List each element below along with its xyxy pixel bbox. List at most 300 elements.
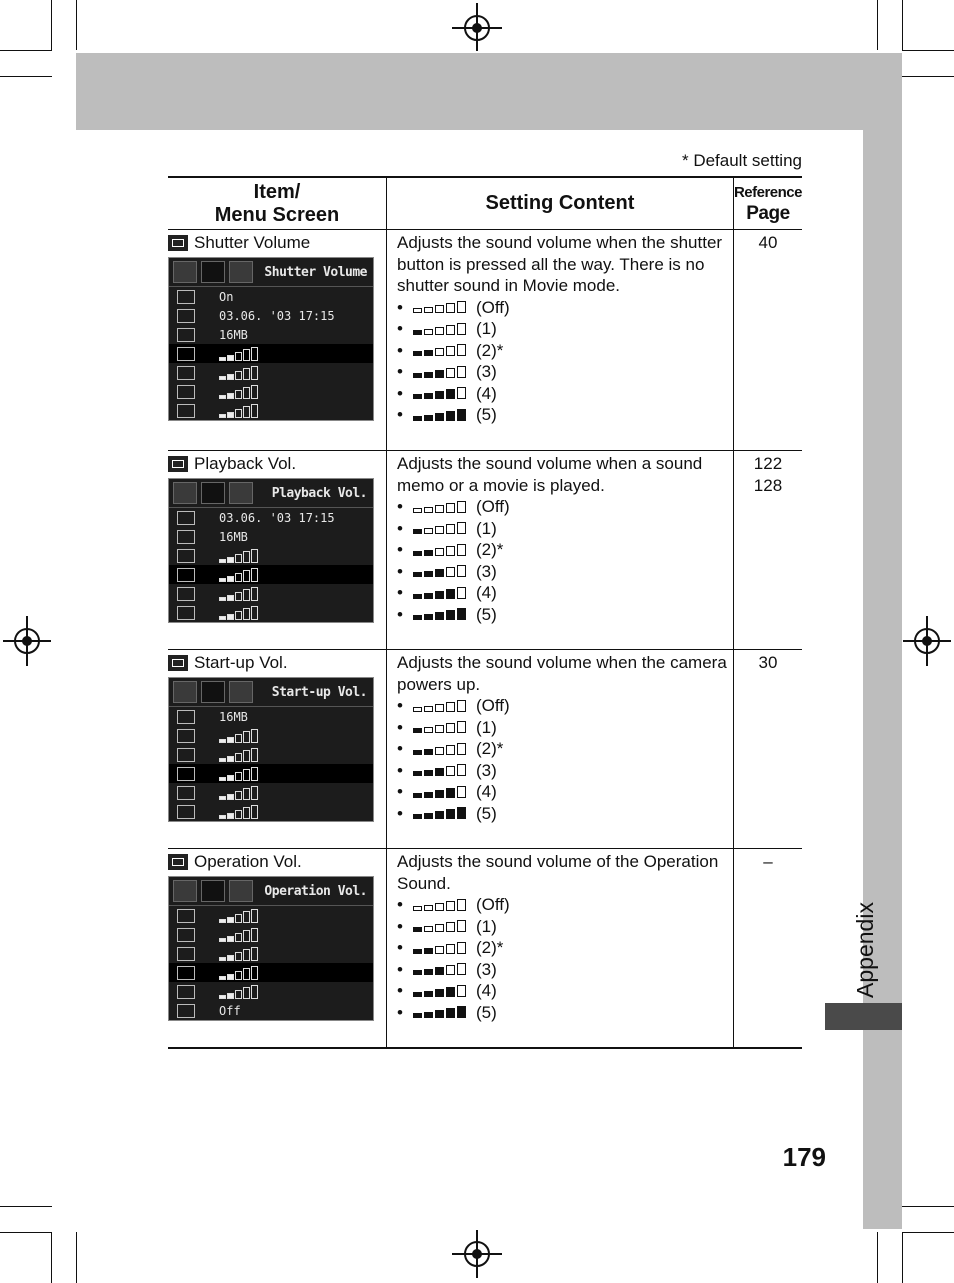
crop-mark [76, 0, 77, 50]
volume-bar [413, 529, 422, 534]
item-title-text: Shutter Volume [194, 233, 311, 252]
setting-description: Adjusts the sound volume when a sound memo or a movie is played. [396, 454, 703, 495]
volume-option-label: (5) [475, 1002, 497, 1022]
volume-meter-bar [235, 352, 242, 361]
volume-option [397, 980, 727, 1002]
volume-bar [446, 788, 455, 798]
volume-meter-bar [219, 976, 226, 980]
volume-level-icon [413, 501, 466, 513]
volume-bar [435, 569, 444, 577]
header-item-line1: Item/ [253, 180, 301, 203]
crop-mark [51, 0, 52, 50]
volume-bar [435, 391, 444, 399]
volume-meter-icon [219, 928, 258, 942]
volume-bar [424, 792, 433, 798]
volume-meter-bar [235, 933, 242, 942]
volume-option [397, 803, 727, 825]
volume-level-icon [413, 743, 466, 755]
volume-bar [424, 749, 433, 755]
volume-meter-bar [251, 549, 258, 563]
reference-cell [733, 230, 802, 451]
volume-bar [424, 969, 433, 975]
volume-meter-icon [219, 568, 258, 582]
volume-bar [424, 372, 433, 378]
volume-option [397, 539, 727, 561]
volume-level-icon [413, 344, 466, 356]
volume-bar [457, 920, 466, 932]
menu-item-icon [177, 309, 195, 323]
menu-item-icon [177, 511, 195, 525]
crop-mark [902, 1232, 954, 1233]
volume-option [397, 894, 727, 916]
menu-item-icon [177, 928, 195, 942]
menu-item-icon [177, 549, 195, 563]
volume-meter-bar [235, 592, 242, 601]
volume-meter-bar [219, 597, 226, 601]
bullet-dot: • [396, 739, 403, 758]
camera-menu-header [169, 678, 373, 707]
volume-option-label: (4) [475, 383, 497, 403]
volume-meter-bar [251, 966, 258, 980]
camera-menu-title: Playback Vol. [271, 485, 367, 501]
crop-mark [902, 76, 954, 77]
camera-menu-row [169, 584, 373, 603]
volume-bar [457, 963, 466, 975]
volume-meter-bar [251, 568, 258, 582]
volume-bar [457, 344, 466, 356]
volume-bar [413, 750, 422, 755]
bullet-dot: • [396, 561, 403, 581]
volume-meter-bar [243, 589, 250, 601]
volume-meter-bar [243, 968, 250, 980]
volume-option-label: (2)* [475, 340, 504, 360]
volume-option [397, 738, 727, 760]
volume-meter-bar [227, 393, 234, 399]
volume-meter-bar [243, 406, 250, 418]
volume-bar [435, 704, 444, 712]
camera-menu-row [169, 982, 373, 1001]
volume-bar [413, 814, 422, 819]
volume-option [397, 496, 727, 518]
menu-item-icon [177, 729, 195, 743]
camera-menu-value: 16MB [219, 327, 248, 342]
camera-menu-screen [168, 876, 374, 1021]
volume-meter-bar [227, 813, 234, 819]
speaker-icon [168, 854, 188, 870]
volume-bar [457, 743, 466, 755]
volume-level-icon [413, 807, 466, 819]
volume-meter-bar [219, 395, 226, 399]
volume-meter-icon [219, 404, 258, 418]
mycamera-tab-icon [229, 482, 253, 504]
volume-bar [457, 301, 466, 313]
volume-meter-bar [235, 791, 242, 800]
volume-meter-bar [243, 349, 250, 361]
menu-item-icon [177, 786, 195, 800]
volume-bar [435, 989, 444, 997]
camera-menu-title: Shutter Volume [264, 264, 367, 280]
setting-cell [386, 230, 733, 451]
volume-meter-bar [243, 949, 250, 961]
volume-meter-bar [227, 775, 234, 781]
volume-option-label: (2)* [475, 540, 504, 559]
volume-bar [413, 1013, 422, 1018]
crop-mark [0, 50, 52, 51]
volume-bar [446, 766, 455, 776]
volume-meter-bar [227, 576, 234, 582]
camera-menu-value: Off [219, 1003, 241, 1018]
volume-level-icon [413, 409, 466, 421]
volume-meter-icon [219, 805, 258, 819]
volume-bar [413, 728, 422, 733]
volume-bar [413, 927, 422, 932]
volume-meter-bar [243, 788, 250, 800]
camera-menu-row [169, 603, 373, 622]
volume-bar [446, 610, 455, 620]
header-ref-line1: Reference [733, 184, 802, 201]
volume-bar [446, 809, 455, 819]
volume-bar [446, 723, 455, 733]
volume-meter-bar [235, 371, 242, 380]
volume-bar [457, 1006, 466, 1018]
volume-bar [413, 992, 422, 997]
volume-meter-icon [219, 748, 258, 762]
camera-menu-header [169, 479, 373, 508]
volume-meter-bar [235, 554, 242, 563]
table-header-row [168, 177, 802, 230]
bullet-dot: • [396, 497, 403, 516]
volume-meter-bar [251, 729, 258, 743]
volume-meter-bar [243, 608, 250, 620]
volume-level-icon [413, 963, 466, 975]
volume-meter-bar [235, 734, 242, 743]
volume-bar [413, 508, 422, 513]
menu-item-icon [177, 530, 195, 544]
item-title [168, 650, 386, 674]
volume-bar [424, 350, 433, 356]
volume-level-icon [413, 301, 466, 313]
volume-meter-bar [243, 731, 250, 743]
volume-bar [457, 565, 466, 577]
volume-bar [435, 924, 444, 932]
header-setting: Setting Content [386, 177, 733, 230]
setting-content [387, 230, 733, 426]
camera-menu-screen [168, 478, 374, 623]
camera-menu-row [169, 906, 373, 925]
volume-meter-bar [219, 559, 226, 563]
camera-menu-value: 03.06. '03 17:15 [219, 308, 335, 323]
speaker-icon [168, 235, 188, 251]
volume-meter-bar [251, 928, 258, 942]
bullet-dot: • [396, 717, 403, 737]
setting-cell [386, 650, 733, 849]
volume-meter-bar [243, 368, 250, 380]
camera-menu-row [169, 565, 373, 584]
volume-bar [424, 307, 433, 313]
volume-option [397, 318, 727, 340]
bullet-dot: • [396, 297, 403, 317]
mycamera-tab-icon [229, 261, 253, 283]
volume-meter-bar [219, 739, 226, 743]
volume-meter-bar [235, 971, 242, 980]
volume-option-label: (4) [475, 981, 497, 1000]
volume-meter-bar [227, 557, 234, 563]
volume-meter-bar [251, 805, 258, 819]
volume-bar [435, 591, 444, 599]
volume-option-label: (5) [475, 604, 497, 624]
volume-meter-bar [243, 551, 250, 563]
volume-bar [424, 329, 433, 335]
volume-option-label: (Off) [475, 696, 510, 715]
camera-menu-value: 03.06. '03 17:15 [219, 510, 335, 525]
reference-page: 40 [758, 233, 778, 252]
volume-meter-bar [227, 955, 234, 961]
volume-option-label: (4) [475, 583, 497, 602]
volume-meter-bar [219, 938, 226, 942]
volume-bar [435, 348, 444, 356]
bullet-dot: • [396, 583, 403, 602]
crop-mark [877, 1232, 878, 1283]
volume-bar [446, 546, 455, 556]
item-cell [168, 650, 386, 849]
volume-option-label: (2)* [475, 739, 504, 758]
volume-bar [457, 942, 466, 954]
volume-meter-bar [227, 936, 234, 942]
crop-mark [902, 0, 903, 50]
volume-option [397, 297, 727, 319]
reference-page: 122 [753, 454, 783, 473]
volume-meter-icon [219, 729, 258, 743]
crop-mark [902, 50, 954, 51]
camera-tab-icon [173, 261, 197, 283]
setup-tab-icon [201, 880, 225, 902]
camera-menu-row [169, 764, 373, 783]
volume-meter-bar [219, 919, 226, 923]
volume-option-label: (3) [475, 959, 497, 979]
crop-mark [51, 1232, 52, 1283]
table-row [168, 650, 802, 849]
volume-option [397, 1002, 727, 1024]
volume-bar [446, 901, 455, 911]
volume-bar [424, 905, 433, 911]
volume-level-icon [413, 942, 466, 954]
setup-tab-icon [201, 482, 225, 504]
volume-bar [413, 394, 422, 399]
volume-bar [435, 790, 444, 798]
speaker-icon [168, 655, 188, 671]
volume-option [397, 959, 727, 981]
item-title [168, 849, 386, 873]
volume-meter-bar [235, 990, 242, 999]
volume-bar [413, 970, 422, 975]
bullet-dot: • [396, 803, 403, 823]
volume-bar [424, 550, 433, 556]
camera-menu-value: 16MB [219, 529, 248, 544]
volume-meter-bar [251, 748, 258, 762]
volume-bar [446, 589, 455, 599]
volume-meter-bar [219, 376, 226, 380]
volume-meter-icon [219, 587, 258, 601]
bullet-dot: • [396, 1002, 403, 1022]
header-item [168, 177, 386, 230]
volume-meter-bar [219, 995, 226, 999]
camera-menu-header [169, 258, 373, 287]
volume-meter-bar [251, 404, 258, 418]
volume-bar [424, 1012, 433, 1018]
volume-meter-bar [235, 611, 242, 620]
bullet-dot: • [396, 916, 403, 936]
menu-item-icon [177, 366, 195, 380]
volume-option [397, 561, 727, 583]
camera-menu-row [169, 527, 373, 546]
volume-meter-icon [219, 385, 258, 399]
volume-level-icon [413, 608, 466, 620]
volume-bar [424, 948, 433, 954]
setting-cell [386, 451, 733, 650]
volume-bar [435, 1010, 444, 1018]
volume-option-label: (3) [475, 362, 497, 381]
header-item-line2: Menu Screen [214, 203, 340, 226]
volume-option [397, 781, 727, 803]
volume-meter-bar [235, 952, 242, 961]
volume-bar [446, 303, 455, 313]
camera-menu-row [169, 306, 373, 325]
volume-meter-icon [219, 985, 258, 999]
volume-bar [435, 413, 444, 421]
menu-item-icon [177, 710, 195, 724]
default-setting-note: * Default setting [681, 151, 802, 170]
bullet-dot: • [396, 540, 403, 559]
volume-meter-icon [219, 606, 258, 620]
camera-menu-row [169, 546, 373, 565]
volume-level-icon [413, 700, 466, 712]
setup-tab-icon [201, 261, 225, 283]
volume-bar [446, 389, 455, 399]
volume-bar [446, 411, 455, 421]
bullet-dot: • [396, 782, 403, 801]
bullet-dot: • [396, 340, 403, 360]
reference-page: 30 [758, 653, 778, 672]
volume-bar [457, 544, 466, 556]
volume-meter-bar [227, 794, 234, 800]
camera-menu-row [169, 344, 373, 363]
volume-level-icon [413, 764, 466, 776]
reference-page: – [763, 852, 773, 871]
camera-menu-row [169, 783, 373, 802]
camera-menu-row [169, 944, 373, 963]
volume-option [397, 916, 727, 938]
side-band [863, 130, 902, 1229]
volume-meter-bar [227, 993, 234, 999]
crop-mark [0, 76, 52, 77]
volume-bar [446, 567, 455, 577]
volume-meter-icon [219, 966, 258, 980]
volume-bar [457, 899, 466, 911]
camera-menu-title: Start-up Vol. [271, 684, 367, 700]
volume-level-icon [413, 544, 466, 556]
camera-menu-value: On [219, 289, 234, 304]
registration-line [476, 1230, 478, 1278]
setting-content [387, 650, 733, 824]
camera-tab-icon [173, 880, 197, 902]
crop-mark [902, 1206, 954, 1207]
volume-meter-bar [219, 357, 226, 361]
volume-meter-bar [235, 772, 242, 781]
item-title-text: Operation Vol. [194, 852, 302, 871]
volume-meter-bar [251, 587, 258, 601]
item-cell [168, 230, 386, 451]
volume-bar [457, 608, 466, 620]
setting-description: Adjusts the sound volume when the shutter button is pressed all the way. There is no shutter sound in Movie mode. [396, 233, 723, 295]
menu-item-icon [177, 985, 195, 999]
volume-level-icon [413, 565, 466, 577]
reference-cell [733, 650, 802, 849]
camera-menu-row [169, 363, 373, 382]
volume-meter-icon [219, 549, 258, 563]
volume-option-label: (3) [475, 561, 497, 581]
volume-option [397, 340, 727, 362]
volume-bar [457, 522, 466, 534]
volume-bar [424, 991, 433, 997]
appendix-label: Appendix [852, 902, 878, 998]
volume-bar [457, 501, 466, 513]
volume-bar [446, 368, 455, 378]
volume-option-label: (3) [475, 760, 497, 780]
volume-bar [435, 725, 444, 733]
header-band [76, 53, 902, 130]
volume-meter-bar [227, 374, 234, 380]
volume-bar [413, 594, 422, 599]
volume-meter-bar [235, 573, 242, 582]
volume-bar [457, 764, 466, 776]
camera-menu-value: 16MB [219, 709, 248, 724]
volume-bar [457, 366, 466, 378]
volume-bar [424, 507, 433, 513]
menu-item-icon [177, 290, 195, 304]
volume-bar [424, 813, 433, 819]
volume-meter-icon [219, 947, 258, 961]
volume-level-icon [413, 786, 466, 798]
volume-meter-bar [251, 347, 258, 361]
volume-meter-icon [219, 366, 258, 380]
volume-bar [413, 906, 422, 911]
volume-bar [457, 807, 466, 819]
setting-content [387, 849, 733, 1023]
volume-option-label: (5) [475, 405, 497, 424]
table-row [168, 849, 802, 1048]
volume-bar [446, 965, 455, 975]
volume-meter-bar [243, 769, 250, 781]
volume-bar [413, 308, 422, 313]
item-title-text: Playback Vol. [194, 454, 297, 473]
camera-menu-row [169, 287, 373, 306]
speaker-icon [168, 456, 188, 472]
volume-bar [435, 548, 444, 556]
menu-item-icon [177, 966, 195, 980]
camera-menu-row [169, 1001, 373, 1020]
menu-item-icon [177, 767, 195, 781]
volume-option [397, 937, 727, 959]
volume-bar [424, 727, 433, 733]
volume-bar [457, 323, 466, 335]
setup-tab-icon [201, 681, 225, 703]
volume-meter-bar [219, 414, 226, 418]
camera-menu-screen [168, 257, 374, 421]
volume-level-icon [413, 323, 466, 335]
menu-item-icon [177, 805, 195, 819]
volume-meter-bar [251, 606, 258, 620]
volume-bar [413, 330, 422, 335]
